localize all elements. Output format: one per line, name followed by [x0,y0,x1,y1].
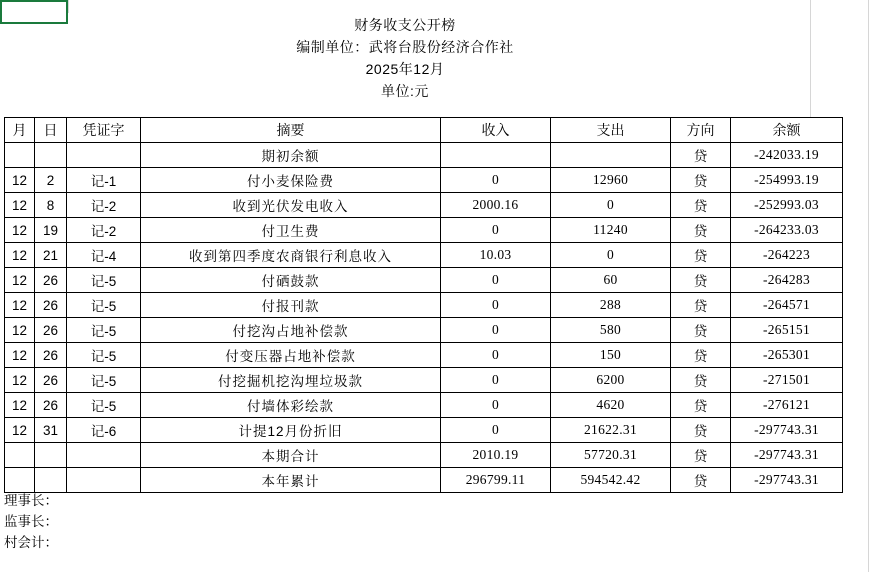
header-voucher: 凭证字 [67,118,141,143]
table-row[interactable] [5,193,843,218]
table-row[interactable] [5,218,843,243]
cell-balance: -264283 [731,268,843,293]
cell-expense: 580 [551,318,671,343]
header-month: 月 [5,118,35,143]
cell-abstract: 付硒鼓款 [141,268,441,293]
cell-income: 2010.19 [441,443,551,468]
page-title: 财务收支公开榜 [354,17,456,33]
table-row[interactable] [5,243,843,268]
cell-income: 0 [441,318,551,343]
cell-expense [551,143,671,168]
cell-balance: -252993.03 [731,193,843,218]
cell-abstract: 付卫生费 [141,218,441,243]
cell-month: 12 [5,218,35,243]
cell-income: 10.03 [441,243,551,268]
cell-month: 12 [5,343,35,368]
table-row[interactable] [5,268,843,293]
cell-voucher: 记-5 [67,268,141,293]
cell-voucher: 记-5 [67,318,141,343]
cell-month [5,443,35,468]
org-line: 编制单位：武将台股份经济合作社 [296,39,514,55]
cell-voucher [67,443,141,468]
cell-direction: 贷 [671,318,731,343]
cell-direction: 贷 [671,393,731,418]
cell-abstract: 收到第四季度农商银行利息收入 [141,243,441,268]
cell-voucher: 记-5 [67,293,141,318]
cell-day: 26 [35,318,67,343]
header-abstract: 摘要 [141,118,441,143]
cell-expense: 12960 [551,168,671,193]
cell-direction: 贷 [671,168,731,193]
cell-expense: 0 [551,193,671,218]
cell-abstract: 付挖掘机挖沟埋垃圾款 [141,368,441,393]
cell-income: 0 [441,168,551,193]
cell-abstract: 期初余额 [141,143,441,168]
cell-month: 12 [5,268,35,293]
cell-expense: 57720.31 [551,443,671,468]
cell-day [35,143,67,168]
cell-direction: 贷 [671,193,731,218]
cell-month: 12 [5,418,35,443]
cell-balance: -242033.19 [731,143,843,168]
cell-abstract: 本期合计 [141,443,441,468]
cell-day: 21 [35,243,67,268]
header-income: 收入 [441,118,551,143]
cell-voucher: 记-6 [67,418,141,443]
table-row[interactable] [5,418,843,443]
cell-abstract: 收到光伏发电收入 [141,193,441,218]
cell-direction: 贷 [671,143,731,168]
table-header-row [5,118,843,143]
cell-balance: -264571 [731,293,843,318]
cell-month: 12 [5,318,35,343]
cell-month: 12 [5,293,35,318]
cell-abstract: 付墙体彩绘款 [141,393,441,418]
cell-balance: -271501 [731,368,843,393]
cell-income: 0 [441,218,551,243]
header-balance: 余额 [731,118,843,143]
table-row[interactable] [5,393,843,418]
cell-month: 12 [5,193,35,218]
cell-expense: 288 [551,293,671,318]
grid-line [868,0,869,572]
cell-income: 0 [441,293,551,318]
cell-direction: 贷 [671,243,731,268]
cell-balance: -254993.19 [731,168,843,193]
cell-direction: 贷 [671,343,731,368]
cell-expense: 6200 [551,368,671,393]
cell-voucher: 记-1 [67,168,141,193]
grid-line [810,0,811,117]
cell-day: 26 [35,293,67,318]
cell-income: 0 [441,368,551,393]
header-day: 日 [35,118,67,143]
cell-abstract: 付小麦保险费 [141,168,441,193]
cell-balance: -297743.31 [731,418,843,443]
cell-income [441,143,551,168]
cell-day: 26 [35,268,67,293]
cell-day: 8 [35,193,67,218]
cell-day: 19 [35,218,67,243]
table-row[interactable] [5,143,843,168]
signature-chairman: 理事长： [4,493,58,508]
cell-voucher: 记-5 [67,368,141,393]
table-row[interactable] [5,168,843,193]
signature-accountant: 村会计： [4,535,58,550]
cell-expense: 594542.42 [551,468,671,493]
signature-supervisor: 监事长： [4,514,58,529]
cell-income: 0 [441,418,551,443]
cell-expense: 11240 [551,218,671,243]
cell-expense: 60 [551,268,671,293]
cell-month: 12 [5,368,35,393]
cell-month [5,468,35,493]
cell-abstract: 付挖沟占地补偿款 [141,318,441,343]
cell-voucher: 记-5 [67,343,141,368]
table-row-year-total[interactable] [5,468,843,493]
cell-balance: -297743.31 [731,443,843,468]
cell-day: 26 [35,343,67,368]
cell-expense: 150 [551,343,671,368]
cell-direction: 贷 [671,293,731,318]
period-line: 2025年12月 [365,61,445,77]
cell-income: 0 [441,268,551,293]
cell-expense: 21622.31 [551,418,671,443]
cell-day [35,443,67,468]
cell-abstract: 计提12月份折旧 [141,418,441,443]
cell-direction: 贷 [671,443,731,468]
cell-month [5,143,35,168]
cell-income: 2000.16 [441,193,551,218]
cell-direction: 贷 [671,468,731,493]
cell-expense: 4620 [551,393,671,418]
cell-abstract: 付变压器占地补偿款 [141,343,441,368]
cell-direction: 贷 [671,368,731,393]
document-header [0,14,810,102]
cell-month: 12 [5,393,35,418]
cell-income: 296799.11 [441,468,551,493]
table-row[interactable] [5,293,843,318]
table-row[interactable] [5,318,843,343]
ledger-table [4,117,843,493]
ledger-body [5,143,843,493]
cell-balance: -297743.31 [731,468,843,493]
header-expense: 支出 [551,118,671,143]
cell-direction: 贷 [671,218,731,243]
cell-expense: 0 [551,243,671,268]
cell-balance: -265151 [731,318,843,343]
cell-voucher: 记-2 [67,193,141,218]
cell-voucher [67,468,141,493]
table-row[interactable] [5,368,843,393]
cell-balance: -264233.03 [731,218,843,243]
cell-balance: -265301 [731,343,843,368]
table-row[interactable] [5,343,843,368]
unit-line: 单位:元 [381,83,429,99]
cell-voucher: 记-4 [67,243,141,268]
cell-day: 2 [35,168,67,193]
cell-day [35,468,67,493]
cell-month: 12 [5,243,35,268]
cell-day: 31 [35,418,67,443]
cell-day: 26 [35,368,67,393]
cell-voucher: 记-5 [67,393,141,418]
header-direction: 方向 [671,118,731,143]
cell-balance: -264223 [731,243,843,268]
cell-voucher: 记-2 [67,218,141,243]
cell-income: 0 [441,393,551,418]
grid-line [68,0,69,13]
cell-income: 0 [441,343,551,368]
cell-balance: -276121 [731,393,843,418]
cell-abstract: 付报刊款 [141,293,441,318]
cell-month: 12 [5,168,35,193]
signature-block [4,490,58,553]
cell-abstract: 本年累计 [141,468,441,493]
cell-direction: 贷 [671,418,731,443]
cell-voucher [67,143,141,168]
cell-direction: 贷 [671,268,731,293]
cell-day: 26 [35,393,67,418]
table-row-period-total[interactable] [5,443,843,468]
